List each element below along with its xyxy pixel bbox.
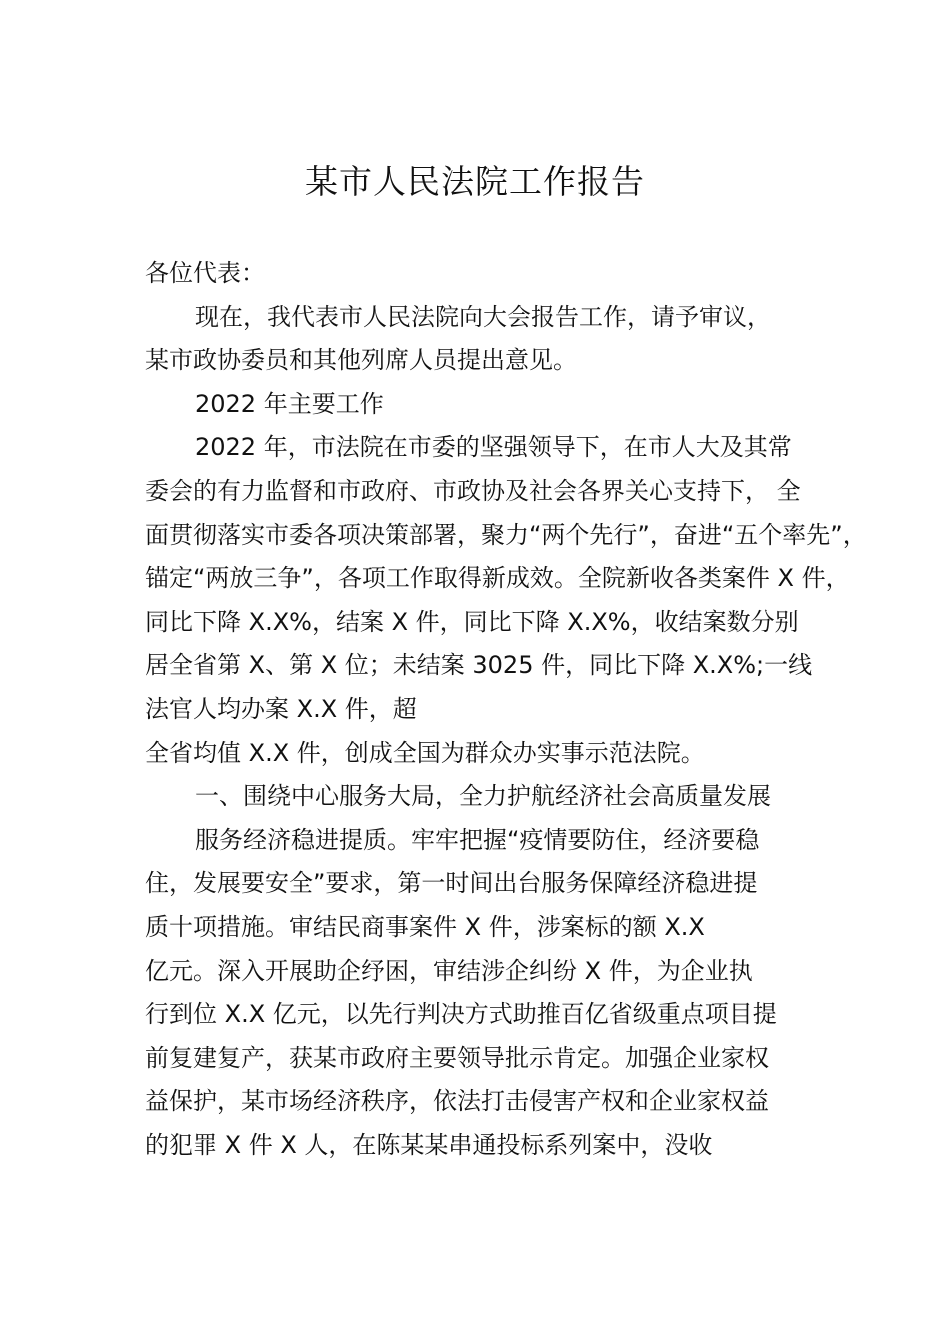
body-line: 服务经济稳进提质。牢牢把握“疫情要防住，经济要稳 (195, 825, 760, 854)
body-line: 住，发展要安全”要求，第一时间出台服务保障经济稳进提 (145, 869, 758, 898)
body-line: 全省均值 X.X 件，创成全国为群众办实事示范法院。 (145, 738, 705, 767)
body-line: 某市政协委员和其他列席人员提出意见。 (145, 346, 577, 375)
body-line: 锚定“两放三争”，各项工作取得新成效。全院新收各类案件 X 件， (145, 564, 850, 593)
section-heading: 一、围绕中心服务大局，全力护航经济社会高质量发展 (195, 782, 771, 811)
body-line: 法官人均办案 X.X 件，超 (145, 694, 417, 723)
body-line: 亿元。深入开展助企纾困，审结涉企纠纷 X 件，为企业执 (145, 956, 753, 985)
salutation-line: 各位代表： (145, 259, 265, 287)
body-line: 2022 年，市法院在市委的坚强领导下，在市人大及其常 (195, 433, 792, 462)
body-line: 质十项措施。审结民商事案件 X 件，涉案标的额 X.X (145, 912, 705, 941)
document-body (145, 252, 867, 1167)
document-title: 某市人民法院工作报告 (305, 162, 645, 201)
body-line: 同比下降 X.X%，结案 X 件，同比下降 X.X%，收结案数分别 (145, 607, 799, 636)
body-line: 面贯彻落实市委各项决策部署，聚力“两个先行”，奋进“五个率先”， (145, 520, 867, 549)
body-line: 委会的有力监督和市政府、市政协及社会各界关心支持下， 全 (145, 476, 801, 505)
section-heading: 2022 年主要工作 (195, 389, 384, 418)
body-line: 的犯罪 X 件 X 人，在陈某某串通投标系列案中，没收 (145, 1130, 713, 1159)
body-line: 居全省第 X、第 X 位；未结案 3025 件，同比下降 X.X%;一线 (145, 651, 813, 680)
body-line: 益保护，某市场经济秩序，依法打击侵害产权和企业家权益 (145, 1087, 769, 1116)
body-line: 前复建复产，获某市政府主要领导批示肯定。加强企业家权 (145, 1043, 769, 1072)
body-line: 行到位 X.X 亿元，以先行判决方式助推百亿省级重点项目提 (145, 1000, 777, 1029)
body-line: 现在，我代表市人民法院向大会报告工作，请予审议， (195, 302, 771, 331)
